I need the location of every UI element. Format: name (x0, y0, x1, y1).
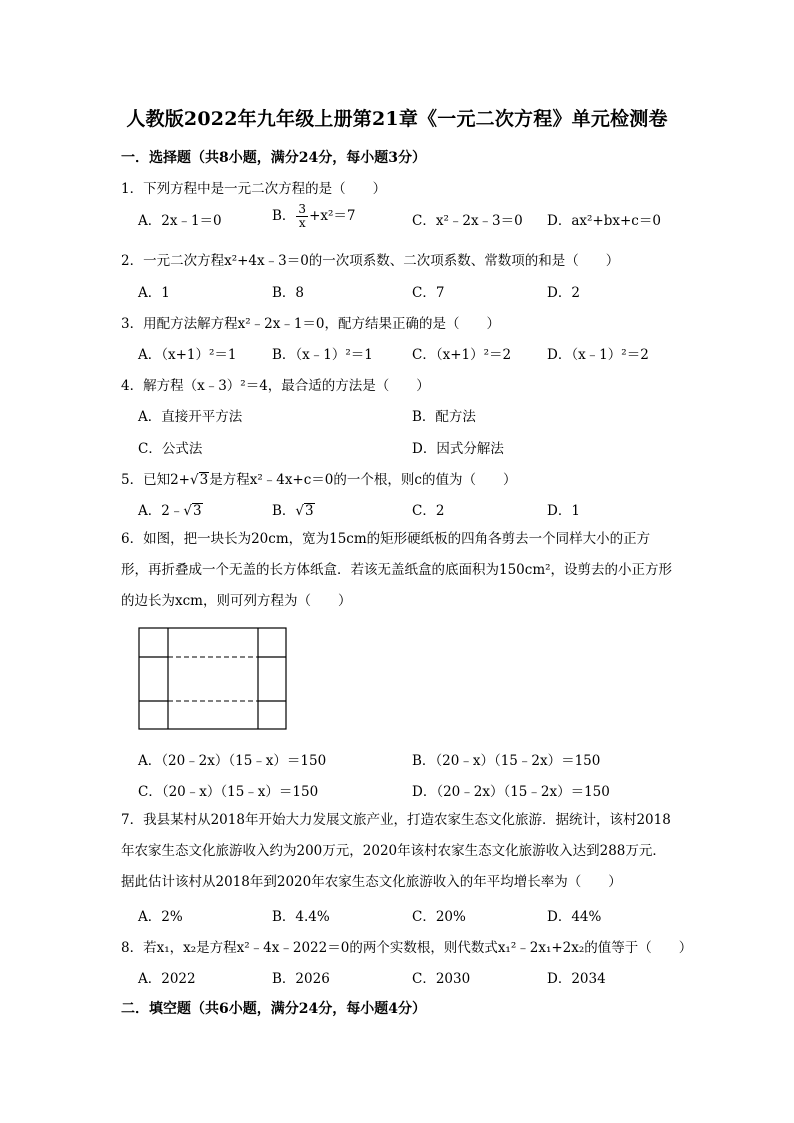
q5-option-b-radicand: 3 (305, 503, 314, 519)
sqrt-symbol: √ (190, 472, 199, 488)
q6-option-b: B．（20﹣x）（15﹣2x）＝150 (412, 753, 601, 769)
q1-option-d: D．ax²+bx+c＝0 (547, 213, 661, 229)
q4-option-c: C．公式法 (138, 441, 203, 457)
q5-option-c: C．2 (412, 503, 445, 519)
sqrt-symbol: √ (295, 503, 305, 519)
q3-option-c: C．（x+1）²＝2 (412, 347, 512, 363)
q5-option-a-prefix: A．2﹣ (138, 503, 184, 519)
q6-option-c: C．（20﹣x）（15﹣x）＝150 (138, 784, 319, 800)
q6-option-d: D．（20﹣2x）（15﹣2x）＝150 (412, 784, 610, 800)
q1-fraction-numerator: 3 (298, 202, 307, 216)
q2-option-c: C．7 (412, 285, 445, 301)
question-2-stem: 2．一元二次方程x²+4x﹣3＝0的一次项系数、二次项系数、常数项的和是（ ） (121, 253, 620, 269)
q5-stem-start: 5．已知2+ (121, 472, 190, 488)
q5-stem-end: 是方程x²﹣4x+c＝0的一个根，则c的值为（ ） (209, 472, 517, 488)
q5-option-a-radicand: 3 (192, 503, 202, 519)
q5-option-a (138, 499, 203, 519)
q4-option-b: B．配方法 (412, 409, 476, 425)
page-title: 人教版2022年九年级上册第21章《一元二次方程》单元检测卷 (126, 108, 668, 130)
question-1-stem: 1．下列方程中是一元二次方程的是（ ） (121, 181, 387, 197)
q3-option-a: A．（x+1）²＝1 (138, 347, 237, 363)
q1-option-c: C．x²﹣2x﹣3＝0 (412, 213, 523, 229)
q1-option-a: A．2x﹣1＝0 (138, 213, 222, 229)
sqrt-symbol: √ (183, 503, 192, 519)
q3-option-d: D．（x﹣1）²＝2 (547, 347, 649, 363)
q5-option-d: D．1 (547, 503, 580, 519)
q7-option-b: B．4.4% (272, 909, 330, 925)
q8-option-d: D．2034 (547, 971, 606, 987)
q5-stem-radicand: 3 (199, 472, 209, 488)
q1-option-b-fraction (296, 203, 308, 230)
question-4-stem: 4．解方程（x﹣3）²＝4，最合适的方法是（ ） (121, 378, 430, 394)
q4-option-d: D．因式分解法 (412, 441, 504, 457)
q1-option-b-rest: +x²＝7 (309, 208, 356, 224)
q1-option-b-prefix: B． (272, 208, 296, 224)
question-8-stem: 8．若x₁，x₂是方程x²﹣4x﹣2022＝0的两个实数根，则代数式x₁²﹣2x₁+2x₂的值等于（ ） (121, 940, 693, 956)
q8-option-b: B．2026 (272, 971, 330, 987)
q7-option-c: C．20% (412, 909, 466, 925)
question-6-stem: 6．如图，把一块长为20cm，宽为15cm的矩形硬纸板的四角各剪去一个同样大小的正方形，再折叠成一个无盖的长方体纸盒．若该无盖纸盒的底面积为150cm²，设剪去的小正方形的边长为xcm，则可列方程为（ ） (121, 531, 673, 609)
cardboard-outline (139, 628, 286, 729)
q2-option-b: B．8 (272, 285, 305, 301)
q6-option-a: A．（20﹣2x）（15﹣x）＝150 (138, 753, 327, 769)
q1-fraction-denominator: x (298, 216, 306, 230)
q5-option-b-prefix: B． (272, 503, 296, 519)
question-3-stem: 3．用配方法解方程x²﹣2x﹣1＝0，配方结果正确的是（ ） (121, 316, 500, 332)
q5-option-b (272, 499, 315, 519)
cardboard-figure (138, 627, 288, 731)
q3-option-b: B．（x﹣1）²＝1 (272, 347, 373, 363)
section-choice-heading: 一．选择题（共8小题，满分24分，每小题3分） (121, 150, 426, 166)
section-fill-heading: 二．填空题（共6小题，满分24分，每小题4分） (121, 1001, 426, 1017)
q7-option-d: D．44% (547, 909, 602, 925)
q2-option-a: A．1 (138, 285, 170, 301)
q2-option-d: D．2 (547, 285, 580, 301)
question-5-stem (121, 468, 516, 488)
q4-option-a: A．直接开平方法 (138, 409, 243, 425)
q8-option-c: C．2030 (412, 971, 471, 987)
question-7-stem: 7．我县某村从2018年开始大力发展文旅产业，打造农家生态文化旅游．据统计，该村2018年农家生态文化旅游收入约为200万元，2020年该村农家生态文化旅游收入达到288万元．据此估计该村从2018年到2020年农家生态文化旅游收入的年平均增长率为（ ） (121, 812, 671, 890)
q7-option-a: A．2% (138, 909, 183, 925)
q1-option-b (272, 203, 356, 230)
q8-option-a: A．2022 (138, 971, 196, 987)
